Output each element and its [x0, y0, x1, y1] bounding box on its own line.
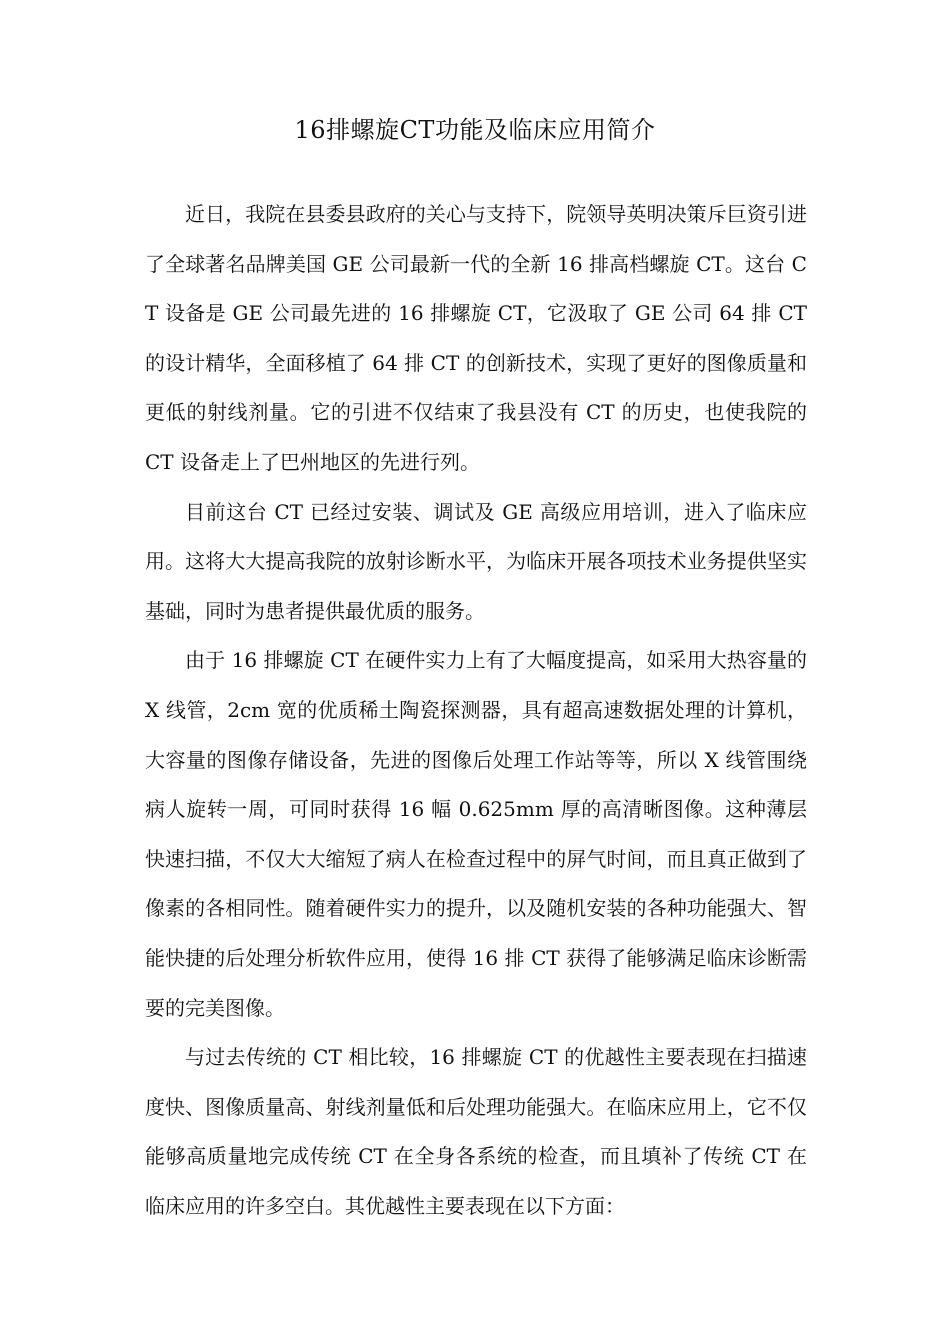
paragraph-2: 目前这台 CT 已经过安装、调试及 GE 高级应用培训，进入了临床应用。这将大大提高我院的放射诊断水平，为临床开展各项技术业务提供坚实基础，同时为患者提供最优质的服务。	[145, 499, 807, 623]
paragraph-1: 近日，我院在县委县政府的关心与支持下，院领导英明决策斥巨资引进了全球著名品牌美国 GE 公司最新一代的全新 16 排高档螺旋 CT。这台 CT 设备是 GE 公司最先进的 16 排螺旋 CT，它汲取了 GE 公司 64 排 CT 的设计精华，全面移植了 64 排 CT 的创新技术，实现了更好的图像质量和更低的射线剂量。它的引进不仅结束了我县没有 CT 的历史，也使我院的 CT 设备走上了巴州地区的先进行列。	[145, 202, 807, 474]
document-title: 16排螺旋CT功能及临床应用简介	[294, 116, 656, 144]
paragraph-3: 由于 16 排螺旋 CT 在硬件实力上有了大幅度提高，如采用大热容量的 X 线管，2cm 宽的优质稀土陶瓷探测器，具有超高速数据处理的计算机，大容量的图像存储设备，先进的图像后处理工作站等等，所以 X 线管围绕病人旋转一周，可同时获得 16 幅 0.625mm 厚的高清晰图像。这种薄层快速扫描，不仅大大缩短了病人在检查过程中的屏气时间，而且真正做到了像素的各相同性。随着硬件实力的提升，以及随机安装的各种功能强大、智能快捷的后处理分析软件应用，使得 16 排 CT 获得了能够满足临床诊断需要的完美图像。	[145, 648, 807, 1020]
paragraph-4: 与过去传统的 CT 相比较，16 排螺旋 CT 的优越性主要表现在扫描速度快、图像质量高、射线剂量低和后处理功能强大。在临床应用上，它不仅能够高质量地完成传统 CT 在全身各系统的检查，而且填补了传统 CT 在临床应用的许多空白。其优越性主要表现在以下方面：	[145, 1045, 807, 1218]
document-body	[145, 190, 807, 1231]
